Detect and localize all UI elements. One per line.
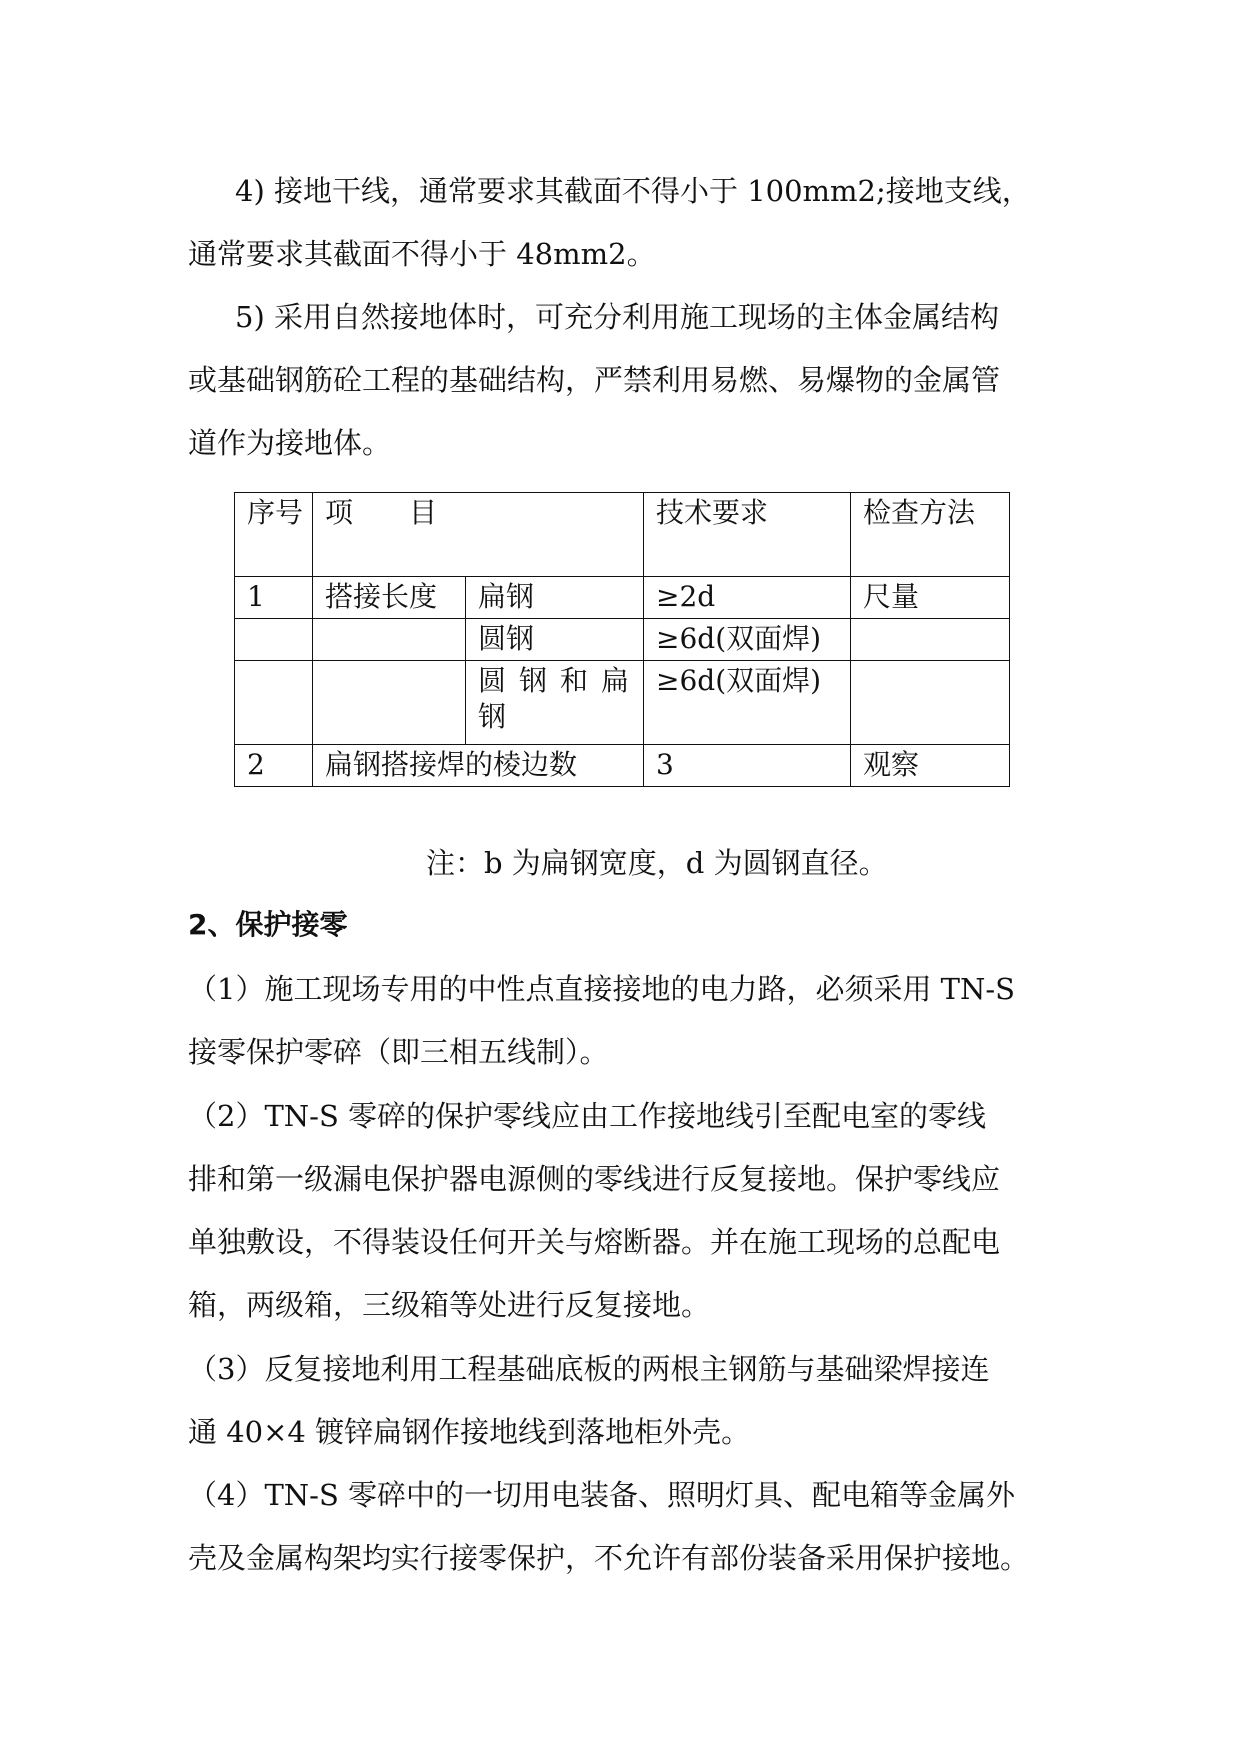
cell-no bbox=[235, 661, 313, 745]
cell-no: 1 bbox=[235, 577, 313, 619]
paragraph-line: 通常要求其截面不得小于 48mm2。 bbox=[188, 237, 656, 271]
list-item-line: 排和第一级漏电保护器电源侧的零线进行反复接地。保护零线应 bbox=[188, 1162, 1001, 1196]
cell-method bbox=[851, 619, 1010, 661]
cell-item: 搭接长度 bbox=[313, 577, 466, 619]
list-item-line: 壳及金属构架均实行接零保护，不允许有部份装备采用保护接地。 bbox=[188, 1541, 1030, 1575]
header-requirement: 技术要求 bbox=[644, 493, 851, 577]
table-row bbox=[235, 619, 1010, 661]
cell-requirement: ≥6d(双面焊) bbox=[644, 661, 851, 745]
list-item-line: （2）TN-S 零碎的保护零线应由工作接地线引至配电室的零线 bbox=[188, 1099, 987, 1133]
list-item-line: 单独敷设，不得装设任何开关与熔断器。并在施工现场的总配电 bbox=[188, 1225, 1001, 1259]
paragraph-line: 道作为接地体。 bbox=[188, 426, 392, 460]
header-no: 序号 bbox=[235, 493, 313, 577]
cell-item bbox=[313, 661, 466, 745]
list-item-line: 通 40×4 镀锌扁钢作接地线到落地柜外壳。 bbox=[188, 1415, 751, 1449]
list-item-line: 箱，两级箱，三级箱等处进行反复接地。 bbox=[188, 1288, 711, 1322]
cell-method: 观察 bbox=[851, 745, 1010, 787]
table-header-row bbox=[235, 493, 1010, 577]
table-row bbox=[235, 745, 1010, 787]
list-item-line: （1）施工现场专用的中性点直接接地的电力路，必须采用 TN-S bbox=[188, 972, 1016, 1006]
header-item: 项 目 bbox=[313, 493, 644, 577]
cell-requirement: ≥6d(双面焊) bbox=[644, 619, 851, 661]
cell-subitem: 圆钢 bbox=[466, 619, 644, 661]
cell-subitem: 扁钢 bbox=[466, 577, 644, 619]
cell-method: 尺量 bbox=[851, 577, 1010, 619]
table-row bbox=[235, 577, 1010, 619]
paragraph-line: 或基础钢筋砼工程的基础结构，严禁利用易燃、易爆物的金属管 bbox=[188, 363, 1001, 397]
list-item-line: 接零保护零碎（即三相五线制）。 bbox=[188, 1035, 609, 1069]
cell-subitem: 圆钢和扁钢 bbox=[466, 661, 644, 745]
cell-requirement: 3 bbox=[644, 745, 851, 787]
section-title: 2、保护接零 bbox=[188, 908, 348, 941]
table-note: 注：b 为扁钢宽度，d 为圆钢直径。 bbox=[426, 846, 888, 880]
paragraph-line: 4) 接地干线，通常要求其截面不得小于 100mm2;接地支线， bbox=[235, 174, 1031, 208]
table-row bbox=[235, 661, 1010, 745]
cell-no bbox=[235, 619, 313, 661]
cell-no: 2 bbox=[235, 745, 313, 787]
cell-item: 扁钢搭接焊的棱边数 bbox=[313, 745, 644, 787]
list-item-line: （4）TN-S 零碎中的一切用电装备、照明灯具、配电箱等金属外 bbox=[188, 1478, 1016, 1512]
header-method: 检查方法 bbox=[851, 493, 1010, 577]
cell-method bbox=[851, 661, 1010, 745]
welding-spec-table bbox=[234, 492, 1010, 787]
cell-requirement: ≥2d bbox=[644, 577, 851, 619]
list-item-line: （3）反复接地利用工程基础底板的两根主钢筋与基础梁焊接连 bbox=[188, 1352, 990, 1386]
cell-item bbox=[313, 619, 466, 661]
paragraph-line: 5) 采用自然接地体时，可充分利用施工现场的主体金属结构 bbox=[235, 300, 999, 334]
